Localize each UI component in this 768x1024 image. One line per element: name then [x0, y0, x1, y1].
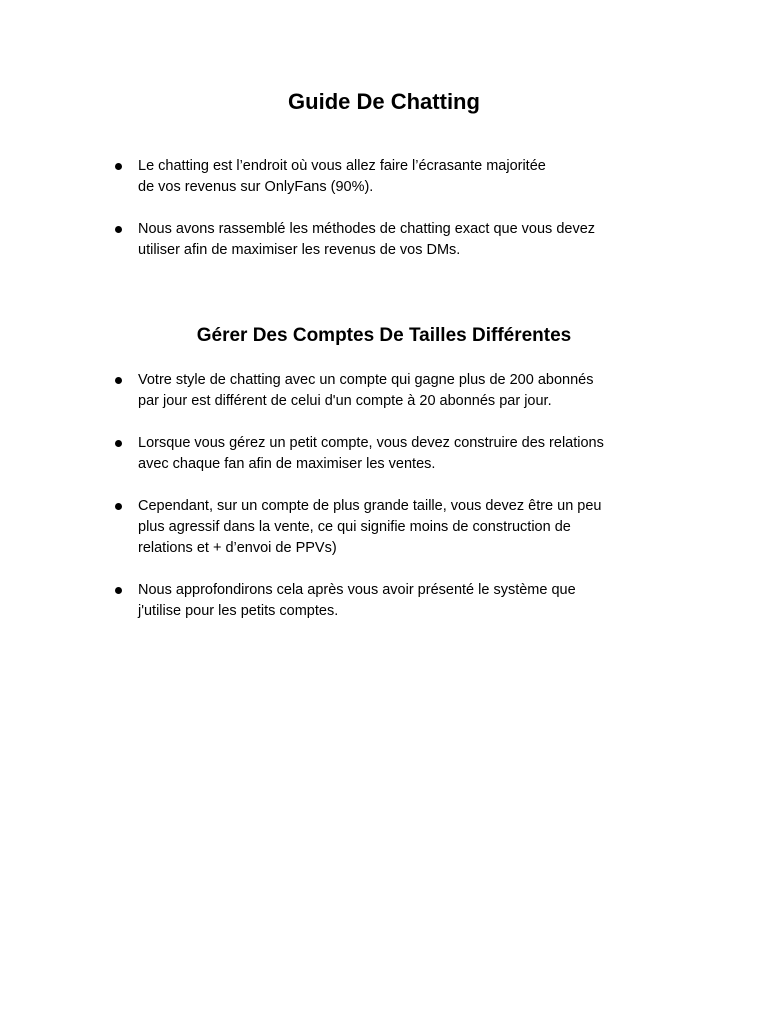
list-item	[112, 156, 692, 198]
bullet-icon	[115, 587, 122, 594]
document-title: Guide De Chatting	[288, 89, 480, 114]
bullet-icon	[115, 440, 122, 447]
list-item-line: plus agressif dans la vente, ce qui signifie moins de construction de	[138, 519, 571, 535]
bullet-icon	[115, 377, 122, 384]
list-item-line: Le chatting est l’endroit où vous allez faire l’écrasante majoritée	[138, 158, 546, 174]
list-item	[112, 370, 692, 412]
list-item-line: Lorsque vous gérez un petit compte, vous devez construire des relations	[138, 435, 604, 451]
list-item-line: Votre style de chatting avec un compte qui gagne plus de 200 abonnés	[138, 372, 594, 388]
list-item-line: par jour est différent de celui d'un compte à 20 abonnés par jour.	[138, 393, 552, 409]
bullet-icon	[115, 226, 122, 233]
bullet-icon	[115, 503, 122, 510]
list-item-line: de vos revenus sur OnlyFans (90%).	[138, 179, 374, 195]
list-item-line: Cependant, sur un compte de plus grande taille, vous devez être un peu	[138, 498, 602, 514]
list-item	[112, 219, 692, 261]
list-item	[112, 496, 692, 559]
list-item-line: relations et + d’envoi de PPVs)	[138, 540, 337, 556]
list-item-line: Nous avons rassemblé les méthodes de chatting exact que vous devez	[138, 221, 596, 237]
list-item	[112, 433, 692, 475]
bullet-icon	[115, 163, 122, 170]
section-bullet-list	[112, 370, 692, 643]
section-title: Gérer Des Comptes De Tailles Différentes	[196, 325, 572, 346]
list-item-line: avec chaque fan afin de maximiser les ventes.	[138, 456, 436, 472]
intro-bullet-list	[112, 156, 692, 282]
list-item-line: j'utilise pour les petits comptes.	[138, 603, 339, 619]
list-item	[112, 580, 692, 622]
list-item-line: utiliser afin de maximiser les revenus de vos DMs.	[138, 242, 461, 258]
list-item-line: Nous approfondirons cela après vous avoir présenté le système que	[138, 582, 576, 598]
